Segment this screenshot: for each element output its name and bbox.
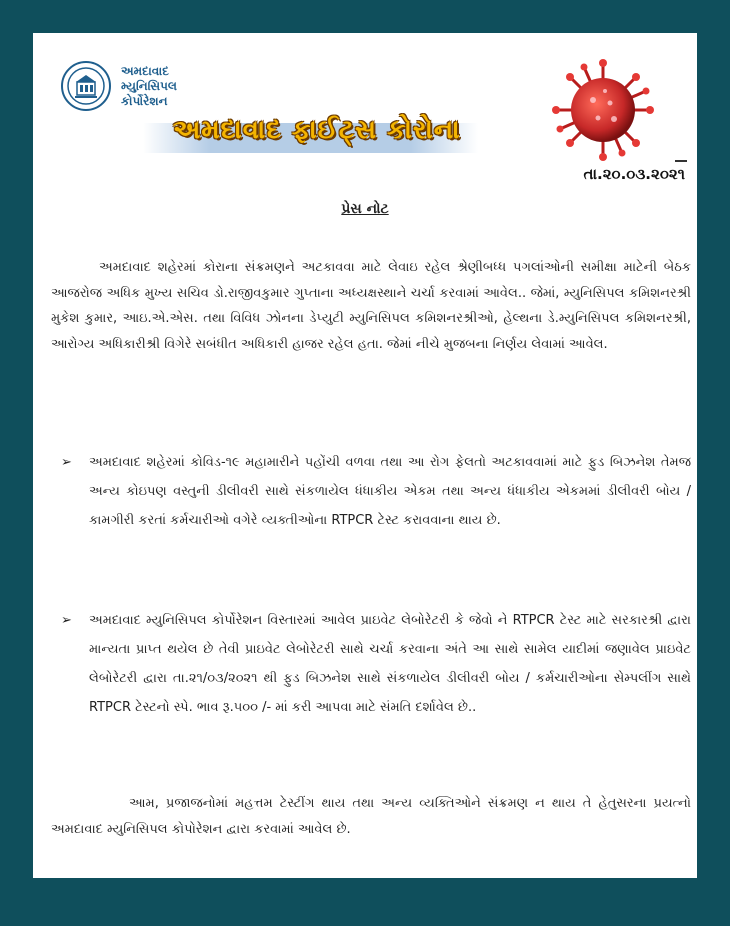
header-banner [33,33,697,153]
closing-text: આમ, પ્રજાજનોમાં મહત્તમ ટેસ્ટીંગ થાય તથા અન્ય વ્યક્તિઓને સંક્રમણ ન થાય તે હેતુસરના પ્રયત્નો અમદાવાદ મ્યુનિસિપલ કોપોરેશન દ્વારા કરવામાં આવેલ છે. [51,796,691,837]
org-line-1: અમદાવાદ [121,63,169,78]
bullet-text-2: અમદાવાદ મ્યુનિસિપલ કોર્પોરેશન વિસ્તારમાં આવેલ પ્રાઇવેટ લેબોરેટરી કે જેવો ને RTPCR ટેસ્ટ માટે સરકારશ્રી દ્વારા માન્યતા પ્રાપ્ત થયેલ છે તેવી પ્રાઇવેટ લેબોરેટરી સાથે ચર્ચા કરવાના અંતે આ સાથે સામેલ યાદીમાં જણાવેલ પ્રાઇવેટ લેબોરેટરી દ્વારા તા.૨૧/૦૩/૨૦૨૧ થી ફુડ બિઝનેશ સાથે સંકળાયેલ ડીલીવરી બોય / કર્મચારીઓના સેમ્પલીંગ સાથે RTPCR ટેસ્ટનો સ્પે. ભાવ રૂ.૫૦૦ /- માં કરી આપવા માટે સંમતિ દર્શાવેલ છે.. [89,613,691,715]
org-line-3: કોર્પોરેશન [121,93,168,108]
divider-dash [675,160,687,162]
date-label: તા.૨૦.૦૩.૨૦૨૧ [583,165,685,183]
amc-seal-icon [61,61,111,111]
coronavirus-icon [548,55,658,165]
org-line-2: મ્યુનિસિપલ [121,78,177,93]
press-note-title-text: પ્રેસ નોટ [341,201,389,217]
closing-paragraph [51,791,691,842]
org-name [121,64,177,109]
bullet-text-1: અમદાવાદ શહેરમાં કોવિડ-૧૯ મહામારીને પહોંચી વળવા તથા આ રોગ ફેલતો અટકાવવામાં માટે ફુડ બિઝનેશ તેમજ અન્ય કોઇપણ વસ્તુની ડીલીવરી સાથે સંકળાયેલ ધંધાકીય એકમ તથા અન્ય ધંધાકીય એકમમાં ડીલીવરી બોય / કામગીરી કરતાં કર્મચારીઓ વગેરે વ્યક્તીઓના RTPCR ટેસ્ટ કરાવવાના થાય છે. [89,455,691,528]
bullet-arrow-icon: ➢ [61,613,72,628]
intro-paragraph [51,255,691,357]
banner-title: અમદાવાદ ફાઈટ્સ કોરોના [173,115,461,145]
amc-logo [61,61,177,111]
press-note-page [33,33,697,878]
bullet-arrow-icon: ➢ [61,455,72,470]
intro-text: અમદાવાદ શહેરમાં કોરાના સંક્રમણને અટકાવવા માટે લેવાઇ રહેલ શ્રેણીબધ્ધ પગલાંઓની સમીક્ષા માટેની બેઠક આજરોજ અધિક મુખ્ય સચિવ ડો.રાજીવકુમાર ગુપ્તાના અધ્યક્ષસ્થાને ચર્ચા કરવામાં આવેલ.. જેમાં, મ્યુનિસિપલ કમિશનરશ્રી મુકેશ કુમાર, આઇ.એ.એસ. તથા વિવિધ ઝોનના ડેપ્યુટી મ્યુનિસિપલ કમિશનરશ્રીઓ, હેલ્થના ડે.મ્યુનિસિપલ કમિશનરશ્રી, આરોગ્ય અધિકારીશ્રી વિગેરે સબંધીત અધિકારી હાજર રહેલ હતા. જેમાં નીચે મુજબના નિર્ણય લેવામાં આવેલ. [51,260,691,352]
press-note-title [33,201,697,217]
